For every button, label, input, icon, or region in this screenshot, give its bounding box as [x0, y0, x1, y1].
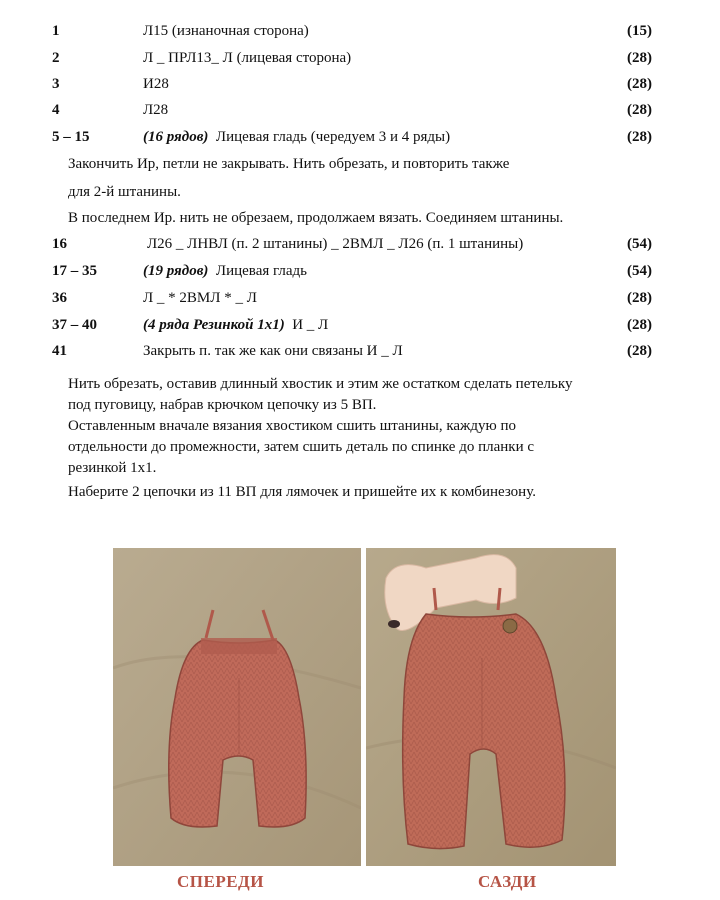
final-note-line: Оставленным вначале вязания хвостиком сшить штанины, каждую по [68, 418, 517, 434]
stitch-count: (28) [627, 317, 652, 333]
row-count-note: (19 рядов) [143, 263, 209, 279]
row-instruction: Л26 _ ЛНВЛ (п. 2 штанины) _ 2ВМЛ _ Л26 (п. 1 штанины) [147, 236, 524, 252]
row-instruction: Л15 (изнаночная сторона) [143, 23, 309, 39]
row-41 [0, 338, 720, 364]
row-16 [0, 231, 720, 257]
stitch-count: (28) [627, 290, 652, 306]
row-37-40 [0, 312, 720, 338]
final-note-line: под пуговицу, набрав крючком цепочку из 5 ВП. [68, 397, 377, 413]
join-note: В последнем Ир. нить не обрезаем, продолжаем вязать. Соединяем штанины. [68, 210, 564, 226]
row-number: 41 [52, 343, 67, 359]
stitch-count: (28) [627, 76, 652, 92]
stitch-count: (54) [627, 263, 652, 279]
row-instruction: Л28 [143, 102, 169, 118]
row-number: 3 [52, 76, 60, 92]
row-instruction [143, 124, 450, 150]
front-caption: СПЕРЕДИ [177, 872, 264, 891]
row-number: 16 [52, 236, 67, 252]
row-number: 36 [52, 290, 67, 306]
row-number: 1 [52, 23, 60, 39]
row-5-15 [0, 124, 720, 150]
stitch-count: (28) [627, 129, 652, 145]
final-note-line: Наберите 2 цепочки из 11 ВП для лямочек и пришейте их к комбинезону. [68, 484, 536, 500]
front-overalls-illustration [113, 548, 361, 866]
row-number: 2 [52, 50, 60, 66]
stitch-count: (54) [627, 236, 652, 252]
row-number: 37 – 40 [52, 317, 97, 333]
stitch-count: (28) [627, 343, 652, 359]
row-3 [0, 71, 720, 97]
stitch-count: (15) [627, 23, 652, 39]
row-instruction: И28 [143, 76, 169, 92]
row-number: 4 [52, 102, 60, 118]
front-photo [113, 548, 361, 866]
row-text: И _ Л [292, 317, 329, 333]
back-caption: САЗДИ [478, 872, 537, 891]
back-overalls-illustration [366, 548, 616, 866]
row-36 [0, 285, 720, 311]
finish-note-line2: для 2-й штанины. [68, 184, 181, 200]
final-note-line: Нить обрезать, оставив длинный хвостик и этим же остатком сделать петельку [68, 376, 573, 392]
final-note-line: резинкой 1х1. [68, 460, 157, 476]
row-count-note: (4 ряда Резинкой 1х1) [143, 317, 285, 333]
row-instruction: Л _ ПРЛ13_ Л (лицевая сторона) [143, 50, 352, 66]
finish-note-line1: Закончить Ир, петли не закрывать. Нить обрезать, и повторить также [68, 156, 510, 172]
row-2 [0, 45, 720, 71]
row-instruction: Закрыть п. так же как они связаны И _ Л [143, 343, 403, 359]
row-number: 5 – 15 [52, 129, 90, 145]
row-instruction: Л _ * 2ВМЛ * _ Л [143, 290, 257, 306]
row-text: Лицевая гладь (чередуем 3 и 4 ряды) [215, 129, 451, 145]
row-instruction [143, 258, 307, 284]
stitch-count: (28) [627, 102, 652, 118]
row-number: 17 – 35 [52, 263, 97, 279]
row-instruction [143, 312, 328, 338]
stitch-count: (28) [627, 50, 652, 66]
row-4 [0, 97, 720, 123]
row-text: Лицевая гладь [215, 263, 308, 279]
final-note-line: отдельности до промежности, затем сшить деталь по спинке до планки с [68, 439, 535, 455]
row-count-note: (16 рядов) [143, 129, 209, 145]
back-photo [366, 548, 616, 866]
row-17-35 [0, 258, 720, 284]
row-1 [0, 18, 720, 44]
